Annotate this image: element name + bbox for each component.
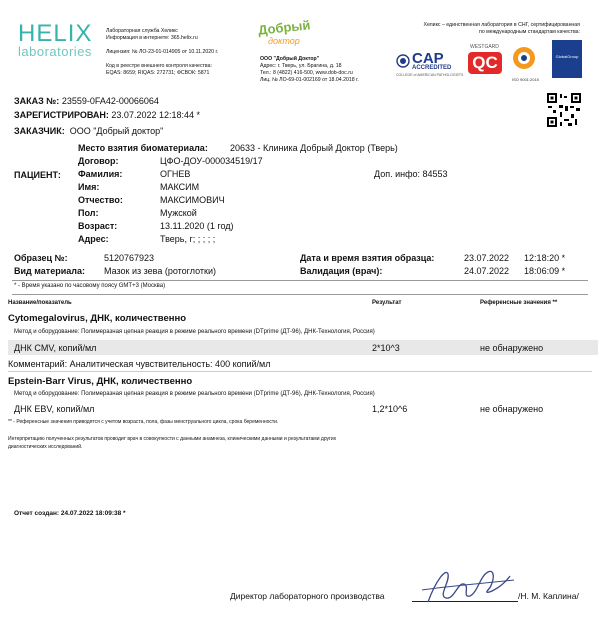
comment-cmv: Комментарий: Аналитическая чувствительность: 400 копий/мл <box>8 359 271 369</box>
validation-value: 24.07.2022 18:06:09 * <box>464 266 566 276</box>
name-value: МАКСИМ <box>160 182 200 192</box>
westgard-qc-logo: QC <box>468 52 502 74</box>
divider <box>12 280 588 281</box>
age-label: Возраст: <box>78 221 118 231</box>
column-result-header: Результат <box>372 300 402 306</box>
reference-note: ** - Референсные значения приводятся с учетом возраста, пола, фазы менструального цикла, срока беременности. <box>8 419 279 425</box>
interpretation-note: Интерпретацию полученных результатов проводит врач в совокупности с данными анамнеза, клиническими данными и результатами других диагностических исследований. <box>8 436 337 450</box>
cap-seal-icon <box>396 54 410 68</box>
result-name-cmv: ДНК CMV, копий/мл <box>14 343 97 353</box>
report-created: Отчет создан: 24.07.2022 18:09:38 * <box>14 510 126 517</box>
helix-logo-subtitle: laboratories <box>18 44 92 59</box>
global-certification-logo: GlobalGroup <box>552 40 582 78</box>
timezone-note: * - Время указано по часовому поясу GMT+3 (Москва) <box>14 283 166 289</box>
sex-label: Пол: <box>78 208 99 218</box>
patronymic-label: Отчество: <box>78 195 123 205</box>
taken-value: 23.07.2022 12:18:20 * <box>464 253 566 263</box>
extra-info: Доп. инфо: 84553 <box>374 169 448 179</box>
place-value: 20633 - Клиника Добрый Доктор (Тверь) <box>230 143 398 153</box>
address-value: Тверь, г; ; ; ; ; <box>160 234 216 244</box>
method-ebv: Метод и оборудование: Полимеразная цепная реакция в режиме реального времени (DTprime (ДТ-96), ДНК-Технология, Россия) <box>14 391 375 397</box>
director-signature <box>418 560 518 610</box>
dobry-info: ООО "Добрый Доктор" Адрес: г. Тверь, ул. Брагина, д. 18 Тел.: 8 (4822) 416-500, www.dob-doc.ru Лиц. № ЛО-69-01-002169 от 18.04.2018 г. <box>260 56 359 84</box>
helix-logo: HELIX <box>18 20 93 47</box>
patronymic-value: МАКСИМОВИЧ <box>160 195 225 205</box>
surname-label: Фамилия: <box>78 169 123 179</box>
test-title-ebv: Epstein-Barr Virus, ДНК, количественно <box>8 376 193 387</box>
taken-label: Дата и время взятия образца: <box>300 253 435 263</box>
contract-value: ЦФО-ДОУ-000034519/17 <box>160 156 263 166</box>
material-value: Мазок из зева (ротоглотки) <box>104 266 217 276</box>
divider <box>8 371 592 372</box>
director-name: /Н. М. Каплина/ <box>518 591 579 601</box>
result-reference-ebv: не обнаружено <box>480 404 544 414</box>
dobry-logo-sub: доктор <box>268 36 300 46</box>
surname-value: ОГНЕВ <box>160 169 191 179</box>
test-title-cmv: Cytomegalovirus, ДНК, количественно <box>8 313 187 324</box>
cap-accredited-logo: CAP ACCREDITED COLLEGE of AMERICAN PATHOLOGISTS <box>396 50 464 77</box>
qr-code <box>546 92 582 128</box>
certification-text: Хеликс – единственная лаборатория в СНГ, сертифицированная по международным стандартам качества: <box>423 22 580 36</box>
westgard-label: WESTGARD <box>470 44 499 50</box>
validation-label: Валидация (врач): <box>300 266 383 276</box>
result-value-ebv: 1,2*10^6 <box>372 404 408 414</box>
age-value: 13.11.2020 (1 год) <box>160 221 234 231</box>
result-name-ebv: ДНК EBV, копий/мл <box>14 404 95 414</box>
order-number: ЗАКАЗ №: 23559-0FA42-00066064 <box>14 96 159 106</box>
name-label: Имя: <box>78 182 100 192</box>
patient-section-label: ПАЦИЕНТ: <box>14 170 61 180</box>
helix-info: Лабораторная служба Хеликс Информация в интернете: 365.helix.ru Лицензия: № ЛО-23-01-014905 от 10.11.2020 г. Код в реестре внешнего контроля качества: EQAS: 8659; RIQAS: 272731; ФСВОК: 5871 <box>106 28 219 77</box>
iso-certification-icon <box>512 46 536 70</box>
method-cmv: Метод и оборудование: Полимеразная цепная реакция в режиме реального времени (DTprime (ДТ-96), ДНК-Технология, Россия) <box>14 329 375 335</box>
iso-logo: ISO 9001:2015 <box>512 46 539 82</box>
address-label: Адрес: <box>78 234 109 244</box>
column-name-header: Название/показатель <box>8 300 72 306</box>
customer: ЗАКАЗЧИК: ООО "Добрый доктор" <box>14 126 164 136</box>
sample-label: Образец №: <box>14 253 68 263</box>
place-label: Место взятия биоматериала: <box>78 143 208 153</box>
sex-value: Мужской <box>160 208 197 218</box>
director-label: Директор лабораторного производства <box>230 591 385 601</box>
column-reference-header: Референсные значения ** <box>480 300 558 306</box>
registration-date: ЗАРЕГИСТРИРОВАН: 23.07.2022 12:18:44 * <box>14 110 201 120</box>
material-label: Вид материала: <box>14 266 85 276</box>
dobry-logo: Добрый <box>257 17 312 38</box>
result-reference-cmv: не обнаружено <box>480 343 544 353</box>
contract-label: Договор: <box>78 156 119 166</box>
result-value-cmv: 2*10^3 <box>372 343 400 353</box>
divider <box>12 294 588 295</box>
sample-value: 5120767923 <box>104 253 155 263</box>
